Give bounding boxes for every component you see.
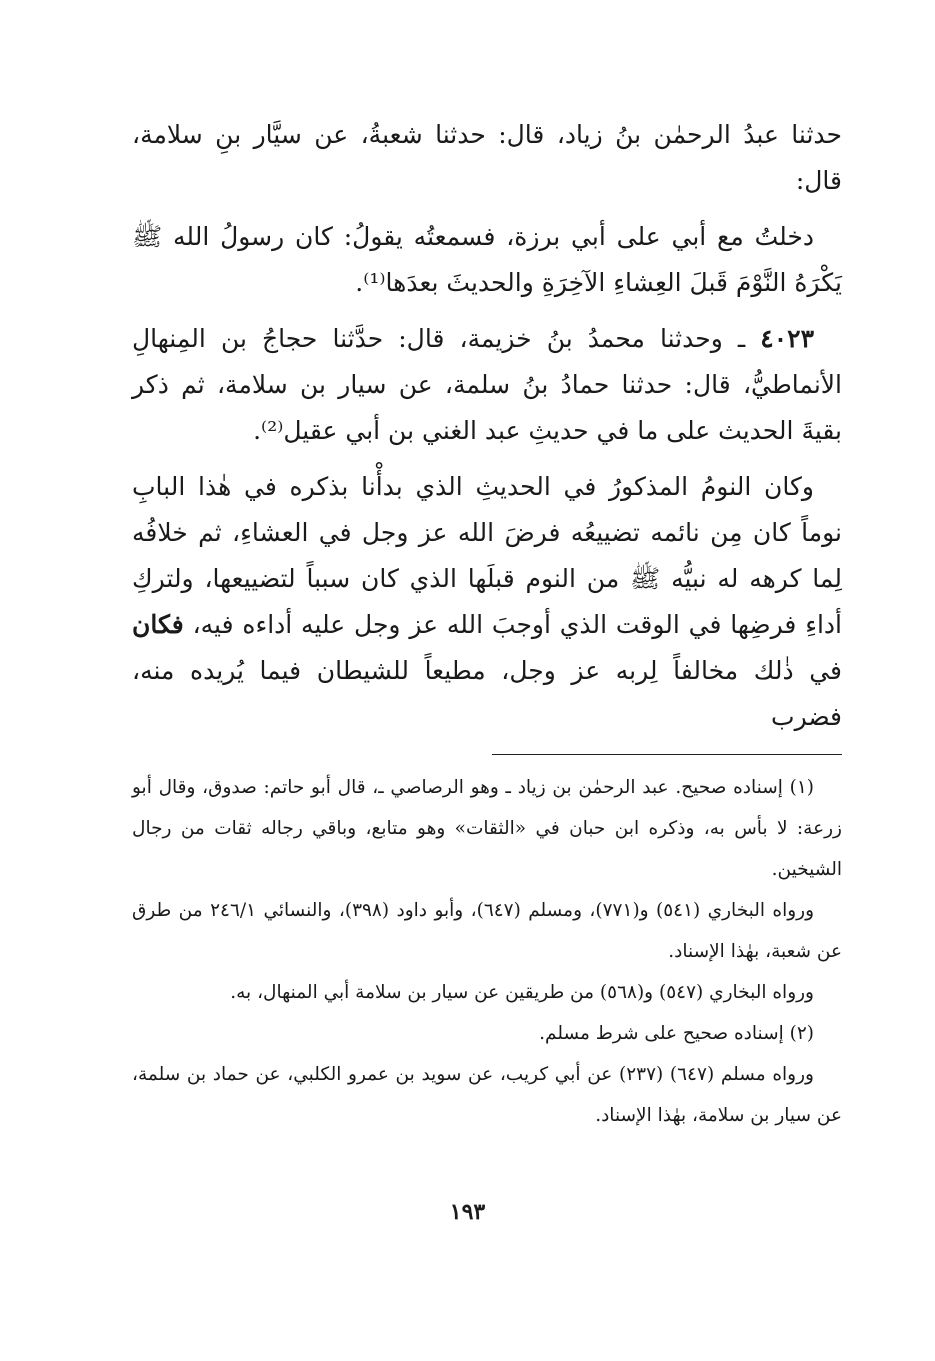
main-text <box>132 112 842 740</box>
footnotes <box>132 767 842 1136</box>
page-number: ١٩٣ <box>449 1199 486 1225</box>
commentary-paragraph <box>132 464 842 740</box>
hadith-number: ٤٠٢٣ <box>760 324 814 353</box>
main-paragraph-1: حدثنا عبدُ الرحمٰن بنُ زياد، قال: حدثنا شعبةُ، عن سيَّار بنِ سلامة، قال: <box>132 120 842 195</box>
hadith-4023-paragraph <box>132 316 842 454</box>
commentary-end: في ذٰلك مخالفاً لِربه عز وجل، مطيعاً للشيطان فيما يُريده منه، فضرب <box>132 656 842 731</box>
footnote-1-source-a: ورواه البخاري (٥٤١) و(٧٧١)، ومسلم (٦٤٧)، وأبو داود (٣٩٨)، والنسائي ٢٤٦/١ من طرق عن شعبة، بهٰذا الإسناد. <box>132 900 842 962</box>
page-body <box>132 112 842 1136</box>
hadith-4023-text: ـ وحدثنا محمدُ بنُ خزيمة، قال: حدَّثنا حجاجُ بن المِنهالِ الأنماطيُّ، قال: حدثنا حمادُ بنُ سلمة، عن سيار بن سلامة، ثم ذكر بقيةَ الحديث على ما في حديثِ عبد الغني بن أبي عقيل⁽²⁾. <box>132 324 842 445</box>
footnote-1-source-b: ورواه البخاري (٥٤٧) و(٥٦٨) من طريقين عن سيار بن سلامة أبي المنهال، به. <box>230 982 814 1003</box>
footnote-2: (٢) إسناده صحيح على شرط مسلم. <box>539 1023 814 1044</box>
footnote-1: (١) إسناده صحيح. عبد الرحمٰن بن زياد ـ وهو الرصاصي ـ، قال أبو حاتم: صدوق، وقال أبو زرعة: لا بأس به، وذكره ابن حبان في «الثقات» وهو متابع، وباقي رجاله ثقات من رجال الشيخين. <box>132 777 842 880</box>
commentary-text: وكان النومُ المذكورُ في الحديثِ الذي بدأْنا بذكره في هٰذا البابِ نوماً كان مِن نائمه تضييعُه فرضَ الله عز وجل في العشاءِ، ثم خلافُه لِما كرهه له نبيُّه ﷺ من النوم قبلَها الذي كان سبباً لتضييعها، ولتركِ أداءِ فرضِها في الوقت الذي أوجبَ الله عز وجل عليه أداءه فيه، <box>132 472 842 639</box>
commentary-bold-word: فكان <box>132 610 184 639</box>
footnote-separator <box>492 754 842 755</box>
main-paragraph-2: دخلتُ مع أبي على أبي برزة، فسمعتُه يقولُ: كان رسولُ الله ﷺ يَكْرَهُ النَّوْمَ قَبلَ العِشاءِ الآخِرَةِ والحديثَ بعدَها⁽¹⁾. <box>132 222 842 297</box>
footnote-2-source: ورواه مسلم (٦٤٧) (٢٣٧) عن أبي كريب، عن سويد بن عمرو الكلبي، عن حماد بن سلمة، عن سيار بن سلامة، بهٰذا الإسناد. <box>132 1064 842 1126</box>
